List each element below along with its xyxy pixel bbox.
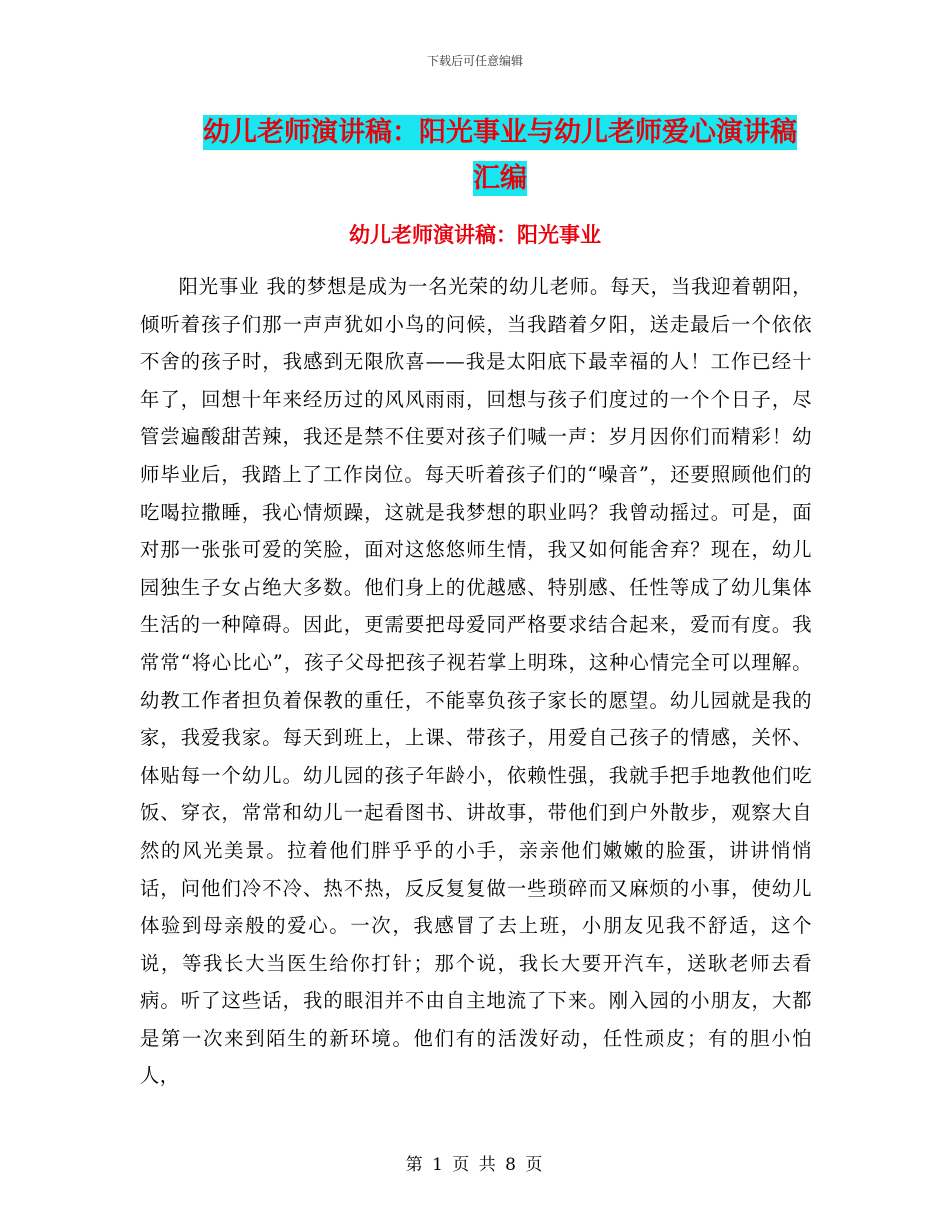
document-title-text: 幼儿老师演讲稿：阳光事业与幼儿老师爱心演讲稿汇编 [203,117,797,194]
section-title: 幼儿老师演讲稿：阳光事业 [349,222,601,247]
page-header: 下载后可任意编辑 [426,54,523,68]
page-footer: 第 1 页 共 8 页 [405,1155,545,1175]
section-body: 阳光事业 我的梦想是成为一名光荣的幼儿老师。每天，当我迎着朝阳，倾听着孩子们那一声声犹如小鸟的问候，当我踏着夕阳，送走最后一个依依不舍的孩子时，我感到无限欣喜——我是太阳底下最幸福的人！工作已经十年了，回想十年来经历过的风风雨雨，回想与孩子们度过的一个个日子，尽管尝遍酸甜苦辣，我还是禁不住要对孩子们喊一声：岁月因你们而精彩！幼师毕业后，我踏上了工作岗位。每天听着孩子们的“噪音”，还要照顾他们的吃喝拉撒睡，我心情烦躁，这就是我梦想的职业吗？我曾动摇过。可是，面对那一张张可爱的笑脸，面对这悠悠师生情，我又如何能舍弃？现在，幼儿园独生子女占绝大多数。他们身上的优越感、特别感、任性等成了幼儿集体生活的一种障碍。因此，更需要把母爱同严格要求结合起来，爱而有度。我常常“将心比心”，孩子父母把孩子视若掌上明珠，这种心情完全可以理解。幼教工作者担负着保教的重任，不能辜负孩子家长的愿望。幼儿园就是我的家，我爱我家。每天到班上，上课、带孩子，用爱自己孩子的情感，关怀、体贴每一个幼儿。幼儿园的孩子年龄小，依赖性强，我就手把手地教他们吃饭、穿衣，常常和幼儿一起看图书、讲故事，带他们到户外散步，观察大自然的风光美景。拉着他们胖乎乎的小手，亲亲他们嫩嫩的脸蛋，讲讲悄悄话，问他们冷不冷、热不热，反反复复做一些琐碎而又麻烦的小事，使幼儿体验到母亲般的爱心。一次，我感冒了去上班，小朋友见我不舒适，这个说，等我长大当医生给你打针；那个说，我长大要开汽车，送耿老师去看病。听了这些话，我的眼泪并不由自主地流了下来。刚入园的小朋友，大都是第一次来到陌生的新环境。他们有的活泼好动，任性顽皮；有的胆小怕人， [140,275,812,1088]
document-title [190,110,810,202]
